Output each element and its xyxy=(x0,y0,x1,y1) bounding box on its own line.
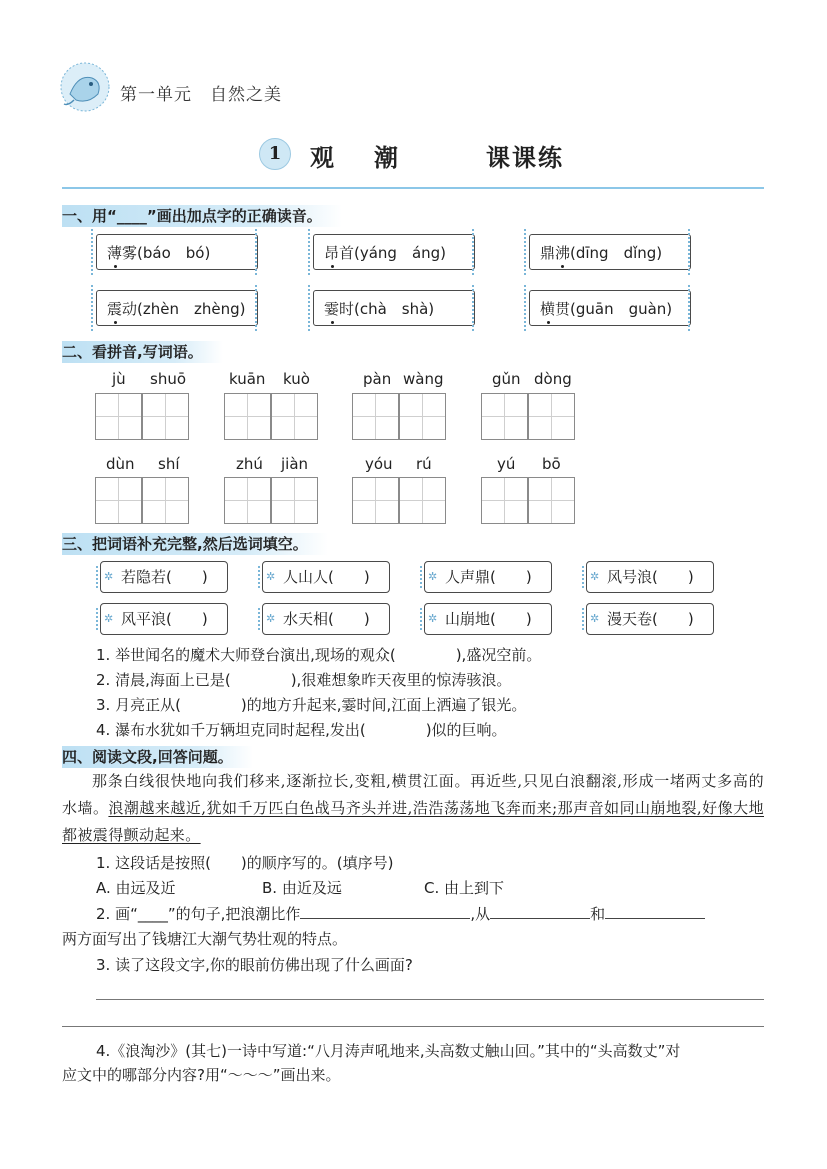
pinyin-label: jiàn xyxy=(281,455,309,473)
emphasis-dot xyxy=(547,321,550,324)
pinyin-label: kuān xyxy=(229,370,266,388)
idiom-box[interactable]: ✲ 水天相( ) xyxy=(262,603,390,635)
pinyin-choice-item[interactable] xyxy=(96,290,258,326)
pinyin-label: shuō xyxy=(150,370,187,388)
writing-grid-cell[interactable] xyxy=(481,477,528,524)
idiom-box[interactable]: ✲ 风平浪( ) xyxy=(100,603,228,635)
passage-text: 那条白线很快地向我们移来,逐渐拉长,变粗,横贯江面。再近些,只见白浪翻滚,形成一堵两丈多高的水墙。 xyxy=(62,772,764,817)
pinyin-label: zhú xyxy=(236,455,263,473)
pinyin-label: gǔn xyxy=(492,370,521,388)
writing-grid-cell[interactable] xyxy=(95,393,142,440)
pinyin-choice-text: 昂首(yáng áng) xyxy=(324,244,447,262)
writing-grid-cell[interactable] xyxy=(399,477,446,524)
question-2 xyxy=(96,903,705,924)
fill-question: 4. 瀑布水犹如千万辆坦克同时起程,发出( )似的巨响。 xyxy=(96,721,507,739)
pinyin-choice-item[interactable] xyxy=(313,234,475,270)
idiom-box[interactable]: ✲ 若隐若( ) xyxy=(100,561,228,593)
pinyin-label: pàn xyxy=(363,370,392,388)
idiom-box[interactable]: ✲ 人山人( ) xyxy=(262,561,390,593)
writing-grid-cell[interactable] xyxy=(528,393,575,440)
writing-grid-cell[interactable] xyxy=(352,393,399,440)
lesson-tag: 课课练 xyxy=(486,143,564,172)
writing-grid-cell[interactable] xyxy=(95,477,142,524)
lesson-title: 观潮 xyxy=(310,143,438,172)
emphasis-dot xyxy=(331,321,334,324)
fill-question: 1. 举世闻名的魔术大师登台演出,现场的观众( ),盛况空前。 xyxy=(96,646,542,664)
pinyin-choice-item[interactable] xyxy=(529,234,691,270)
emphasis-dot xyxy=(114,321,117,324)
answer-line[interactable] xyxy=(96,999,764,1000)
pinyin-choice-item[interactable] xyxy=(96,234,258,270)
section1-heading: 一、用“____”画出加点字的正确读音。 xyxy=(62,205,342,227)
question-2-text: 2. 画“____”的句子,把浪潮比作 xyxy=(96,905,301,923)
writing-grid-cell[interactable] xyxy=(271,477,318,524)
unit-title: 第一单元 自然之美 xyxy=(120,85,282,105)
question-4-cont: 应文中的哪部分内容?用“～～～”画出来。 xyxy=(62,1066,341,1084)
reading-passage xyxy=(62,768,764,849)
fill-question: 3. 月亮正从( )的地方升起来,霎时间,江面上洒遍了银光。 xyxy=(96,696,527,714)
writing-grid-cell[interactable] xyxy=(271,393,318,440)
question-2-from: ,从 xyxy=(470,905,491,923)
writing-grid-cell[interactable] xyxy=(224,477,271,524)
idiom-box[interactable]: ✲ 山崩地( ) xyxy=(424,603,552,635)
idiom-box[interactable]: ✲ 人声鼎( ) xyxy=(424,561,552,593)
pinyin-choice-text: 薄雾(báo bó) xyxy=(107,244,211,262)
emphasis-dot xyxy=(114,265,117,268)
underlined-sentence: 浪潮越来越近,犹如千万匹白色战马齐头并进,浩浩荡荡地飞奔而来;那声音如同山崩地裂,好像大地都被震得颤动起来。 xyxy=(62,799,764,844)
section4-heading: 四、阅读文段,回答问题。 xyxy=(62,746,253,768)
question-4: 4.《浪淘沙》(其七)一诗中写道:“八月涛声吼地来,头高数丈触山回。”其中的“头高数丈”对 xyxy=(96,1042,681,1060)
question-2-and: 和 xyxy=(590,905,606,923)
emphasis-dot xyxy=(561,265,564,268)
emphasis-dot xyxy=(331,265,334,268)
answer-blank[interactable] xyxy=(605,918,705,919)
pinyin-label: yú xyxy=(497,455,516,473)
pinyin-label: dòng xyxy=(534,370,572,388)
answer-blank[interactable] xyxy=(300,918,470,919)
pinyin-label: wàng xyxy=(403,370,444,388)
idiom-box[interactable]: ✲ 漫天卷( ) xyxy=(586,603,714,635)
header-divider xyxy=(62,187,764,189)
pinyin-label: bō xyxy=(542,455,561,473)
unit-logo-icon xyxy=(58,60,112,114)
section3-heading: 三、把词语补充完整,然后选词填空。 xyxy=(62,533,328,555)
option-c: C. 由上到下 xyxy=(424,879,505,897)
pinyin-label: yóu xyxy=(365,455,393,473)
pinyin-label: rú xyxy=(416,455,432,473)
writing-grid-cell[interactable] xyxy=(142,477,189,524)
section2-heading: 二、看拼音,写词语。 xyxy=(62,341,223,363)
writing-grid-cell[interactable] xyxy=(352,477,399,524)
idiom-box[interactable]: ✲ 风号浪( ) xyxy=(586,561,714,593)
pinyin-choice-text: 震动(zhèn zhèng) xyxy=(107,300,246,318)
question-3: 3. 读了这段文字,你的眼前仿佛出现了什么画面? xyxy=(96,956,413,974)
writing-grid-cell[interactable] xyxy=(481,393,528,440)
question-1: 1. 这段话是按照( )的顺序写的。(填序号) xyxy=(96,854,394,872)
writing-grid-cell[interactable] xyxy=(224,393,271,440)
pinyin-choice-item[interactable] xyxy=(529,290,691,326)
question-2-cont: 两方面写出了钱塘江大潮气势壮观的特点。 xyxy=(62,930,348,948)
pinyin-label: kuò xyxy=(283,370,310,388)
fill-question: 2. 清晨,海面上已是( ),很难想象昨天夜里的惊涛骇浪。 xyxy=(96,671,512,689)
pinyin-choice-text: 横贯(guān guàn) xyxy=(540,300,673,318)
option-b: B. 由近及远 xyxy=(262,879,342,897)
answer-blank[interactable] xyxy=(490,918,590,919)
writing-grid-cell[interactable] xyxy=(528,477,575,524)
answer-line[interactable] xyxy=(62,1026,764,1027)
option-a: A. 由远及近 xyxy=(96,879,176,897)
lesson-number-badge: 1 xyxy=(259,138,291,170)
pinyin-choice-text: 鼎沸(dīng dǐng) xyxy=(540,244,663,262)
pinyin-choice-item[interactable] xyxy=(313,290,475,326)
pinyin-label: dùn xyxy=(106,455,135,473)
pinyin-choice-text: 霎时(chà shà) xyxy=(324,300,435,318)
pinyin-label: shí xyxy=(158,455,180,473)
writing-grid-cell[interactable] xyxy=(142,393,189,440)
pinyin-label: jù xyxy=(112,370,126,388)
writing-grid-cell[interactable] xyxy=(399,393,446,440)
